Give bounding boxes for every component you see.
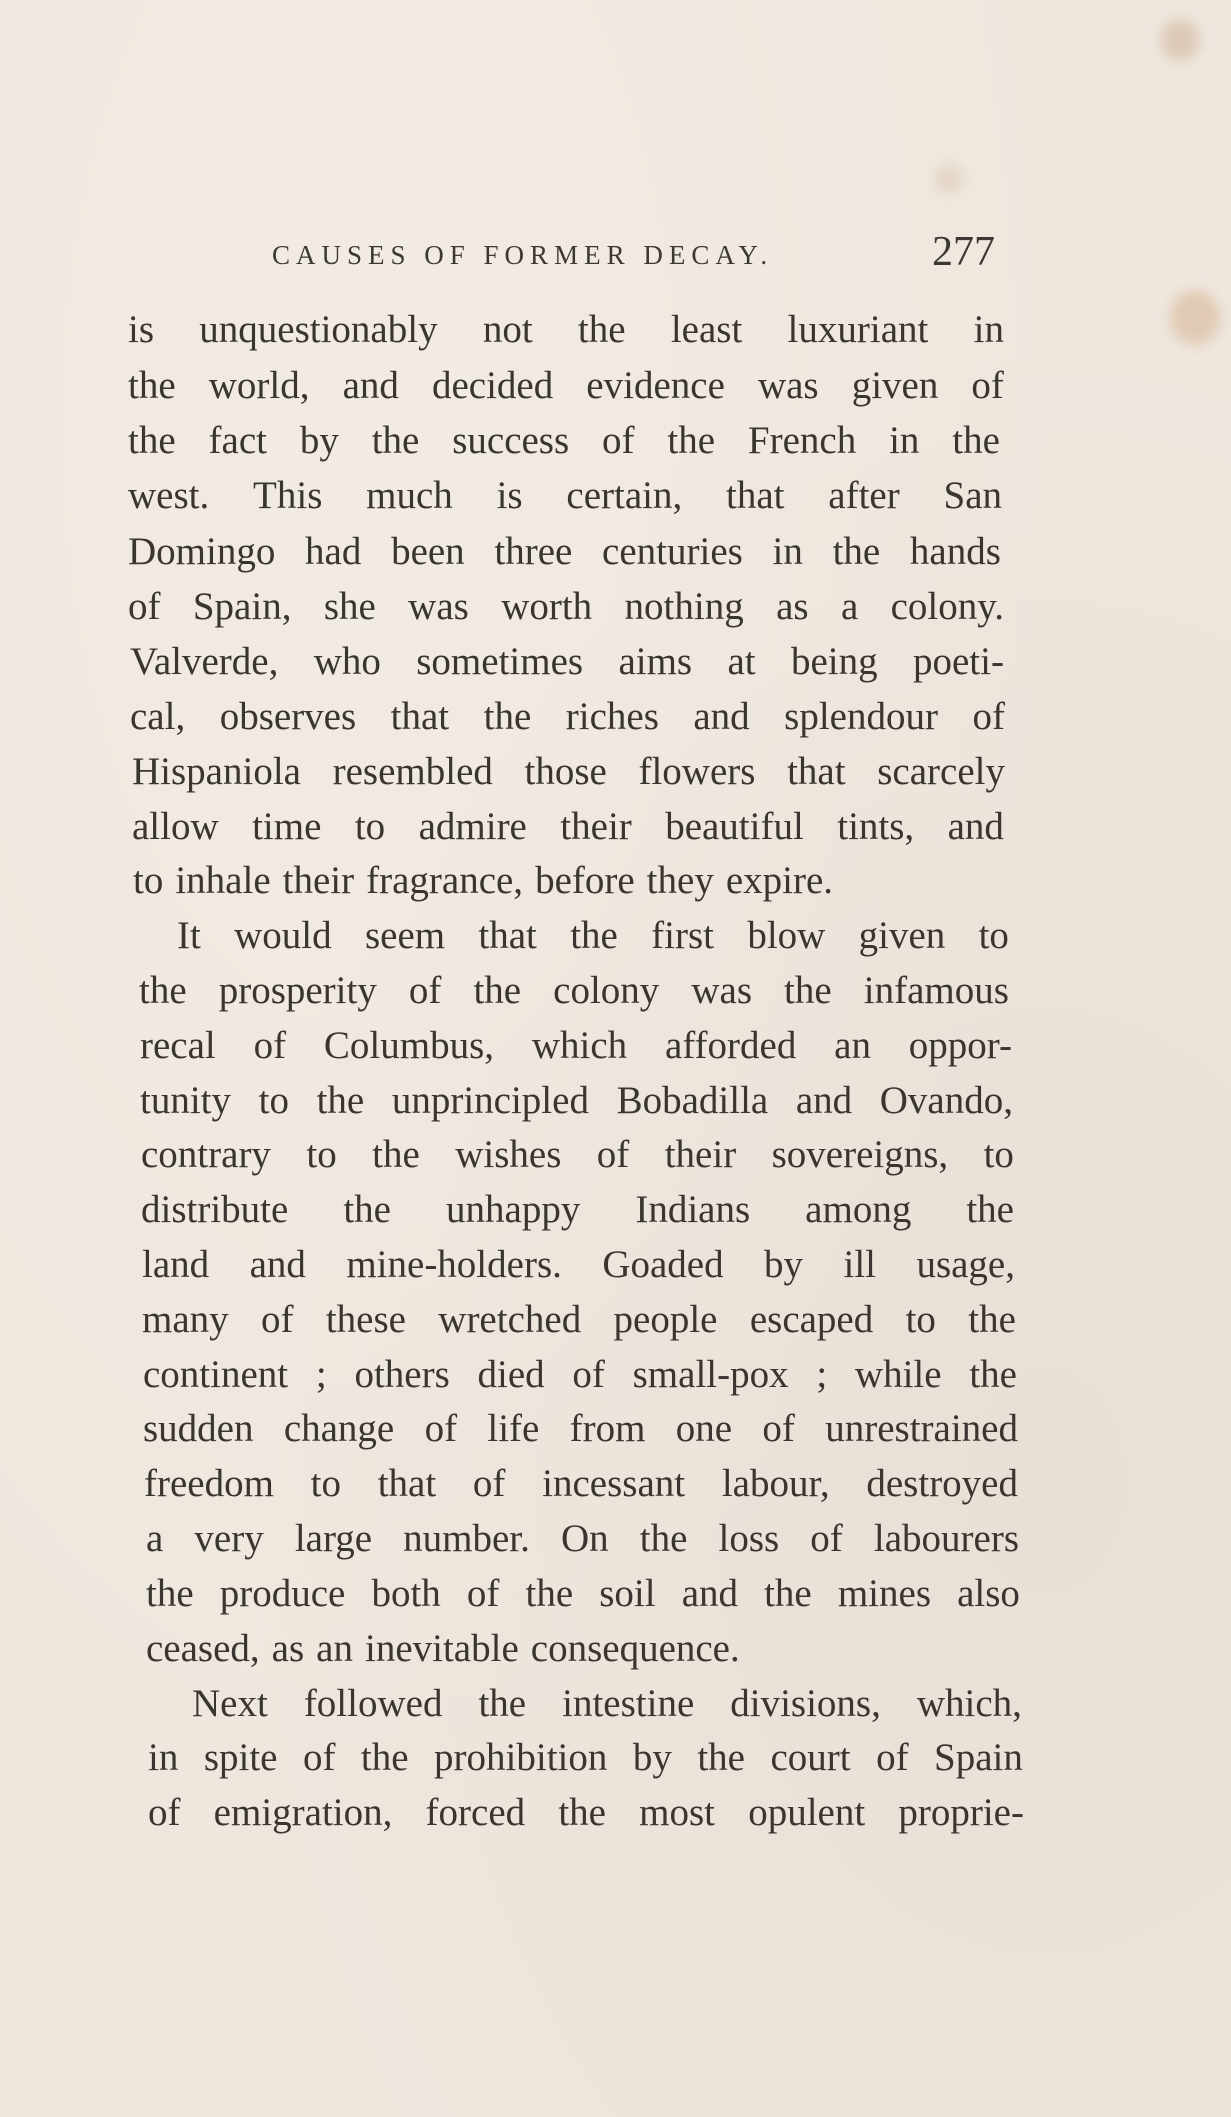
text-line: allow time to admire their beautiful tints, and xyxy=(132,805,1004,848)
text-line: Next followed the intestine divisions, which, xyxy=(192,1682,1022,1725)
text-line: a very large number. On the loss of labourers xyxy=(146,1517,1019,1560)
text-line: to inhale their fragrance, before they expire. xyxy=(133,859,834,902)
foxing-stain xyxy=(1160,20,1200,60)
text-line: tunity to the unprincipled Bobadilla and Ovando, xyxy=(140,1079,1013,1122)
text-line: west. This much is certain, that after San xyxy=(128,474,1002,517)
text-line: Domingo had been three centuries in the hands xyxy=(128,530,1001,573)
text-line: contrary to the wishes of their sovereigns, to xyxy=(141,1133,1014,1176)
text-line: many of these wretched people escaped to the xyxy=(142,1298,1016,1341)
text-line: of emigration, forced the most opulent proprie- xyxy=(148,1791,1024,1834)
text-line: recal of Columbus, which afforded an oppor- xyxy=(140,1024,1012,1067)
foxing-stain xyxy=(935,165,963,193)
text-line: the produce both of the soil and the mines also xyxy=(146,1572,1020,1615)
text-line: distribute the unhappy Indians among the xyxy=(141,1188,1014,1231)
text-line: land and mine-holders. Goaded by ill usage, xyxy=(142,1243,1015,1286)
text-line: continent ; others died of small-pox ; while the xyxy=(143,1353,1017,1396)
text-line: Valverde, who sometimes aims at being poeti- xyxy=(130,640,1004,683)
text-line: of Spain, she was worth nothing as a colony. xyxy=(128,585,1004,628)
running-head: CAUSES OF FORMER DECAY. xyxy=(272,240,774,270)
page-number: 277 xyxy=(932,229,995,275)
text-line: the prosperity of the colony was the infamous xyxy=(139,969,1009,1012)
text-line: the world, and decided evidence was given of xyxy=(128,364,1004,407)
text-line: sudden change of life from one of unrestrained xyxy=(143,1407,1018,1450)
text-line: Hispaniola resembled those flowers that scarcely xyxy=(132,750,1005,793)
foxing-stain xyxy=(1170,290,1220,345)
text-line: the fact by the success of the French in the xyxy=(128,419,1000,462)
text-line: It would seem that the first blow given to xyxy=(177,914,1009,957)
text-line: cal, observes that the riches and splendour of xyxy=(130,695,1005,738)
text-line: freedom to that of incessant labour, destroyed xyxy=(144,1462,1018,1505)
page-header xyxy=(272,228,1032,288)
text-line: ceased, as an inevitable consequence. xyxy=(146,1627,740,1670)
text-line: is unquestionably not the least luxuriant in xyxy=(128,308,1004,351)
text-line: in spite of the prohibition by the court of Spain xyxy=(148,1736,1023,1779)
